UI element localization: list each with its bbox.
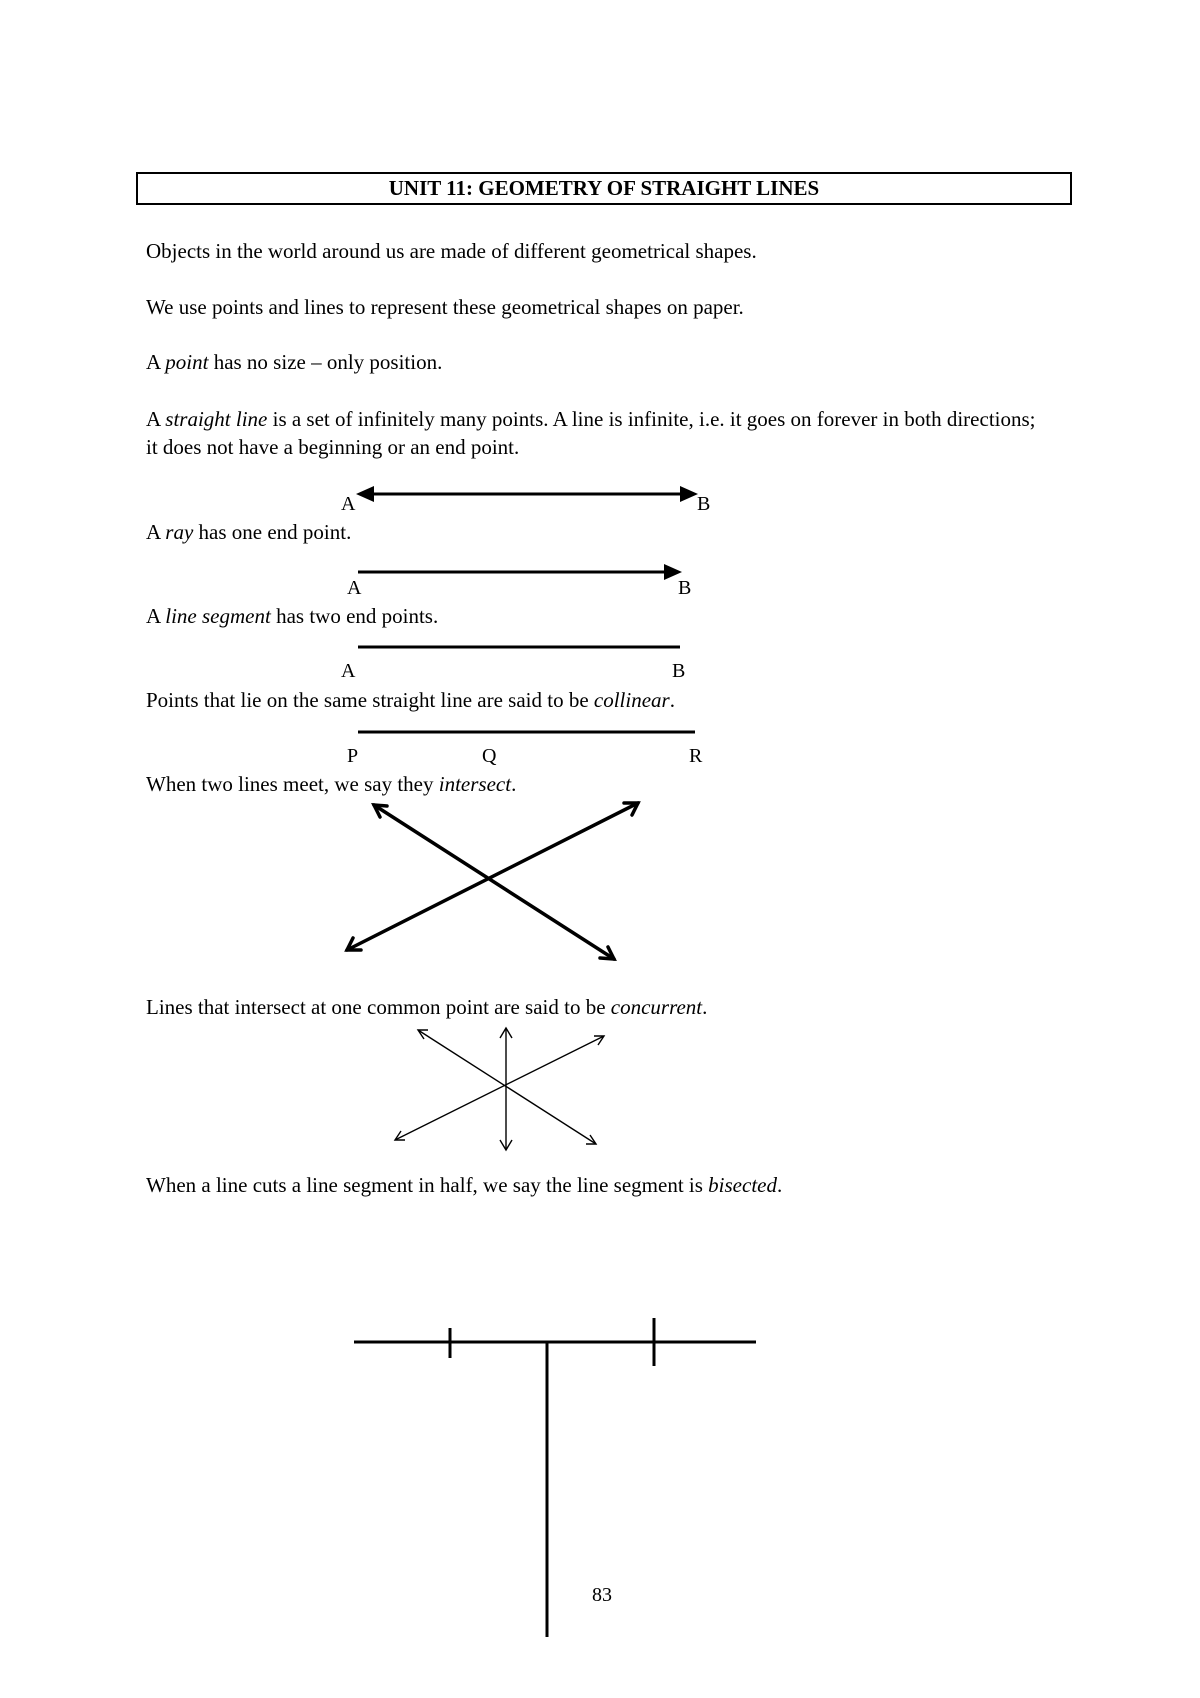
unit-title: UNIT 11: GEOMETRY OF STRAIGHT LINES [136, 172, 1072, 205]
text-post: is a set of infinitely many points. A line is infinite, i.e. it goes on forever in both directions; it does not have a beginning or an end point. [146, 407, 1036, 459]
text-pre: A [146, 407, 166, 431]
segment-label-a: A [341, 660, 356, 682]
line-label-a: A [341, 493, 356, 515]
term-ray: ray [165, 520, 194, 544]
text-pre: When two lines meet, we say they [146, 772, 439, 796]
term-straight-line: straight line [165, 407, 268, 431]
figure-ray [358, 564, 682, 580]
figure-intersecting-lines [347, 803, 638, 959]
text-post: has one end point. [193, 520, 352, 544]
term-bisected: bisected [708, 1173, 777, 1197]
text-pre: When a line cuts a line segment in half, we say the line segment is [146, 1173, 709, 1197]
term-collinear: collinear [593, 688, 670, 712]
text-pre: Points that lie on the same straight line are said to be [146, 688, 594, 712]
term-intersect: intersect [438, 772, 512, 796]
term-line-segment: line segment [165, 604, 271, 628]
figure-straight-line [356, 486, 698, 502]
line-label-b: B [697, 493, 711, 515]
term-concurrent: concurrent [610, 995, 703, 1019]
text-pre: A [146, 350, 166, 374]
text-post: . [669, 688, 675, 712]
collinear-label-q: Q [482, 745, 497, 767]
paragraph-points-lines: We use points and lines to represent these geometrical shapes on paper. [146, 295, 744, 319]
figure-bisected-segment [354, 1318, 756, 1637]
text-post: has two end points. [270, 604, 439, 628]
collinear-label-p: P [347, 745, 359, 767]
page-number: 83 [592, 1584, 612, 1606]
term-point: point [165, 350, 209, 374]
collinear-label-r: R [689, 745, 703, 767]
paragraph-shapes: Objects in the world around us are made of different geometrical shapes. [146, 239, 757, 263]
text-post: . [702, 995, 708, 1019]
ray-label-a: A [347, 577, 362, 599]
text-post: . [511, 772, 517, 796]
segment-label-b: B [672, 660, 686, 682]
text-pre: A [146, 604, 166, 628]
figure-concurrent-lines [395, 1028, 604, 1150]
ray-label-b: B [678, 577, 692, 599]
text-post: has no size – only position. [208, 350, 443, 374]
text-pre: A [146, 520, 166, 544]
text-post: . [776, 1173, 783, 1197]
text-pre: Lines that intersect at one common point are said to be [146, 995, 611, 1019]
